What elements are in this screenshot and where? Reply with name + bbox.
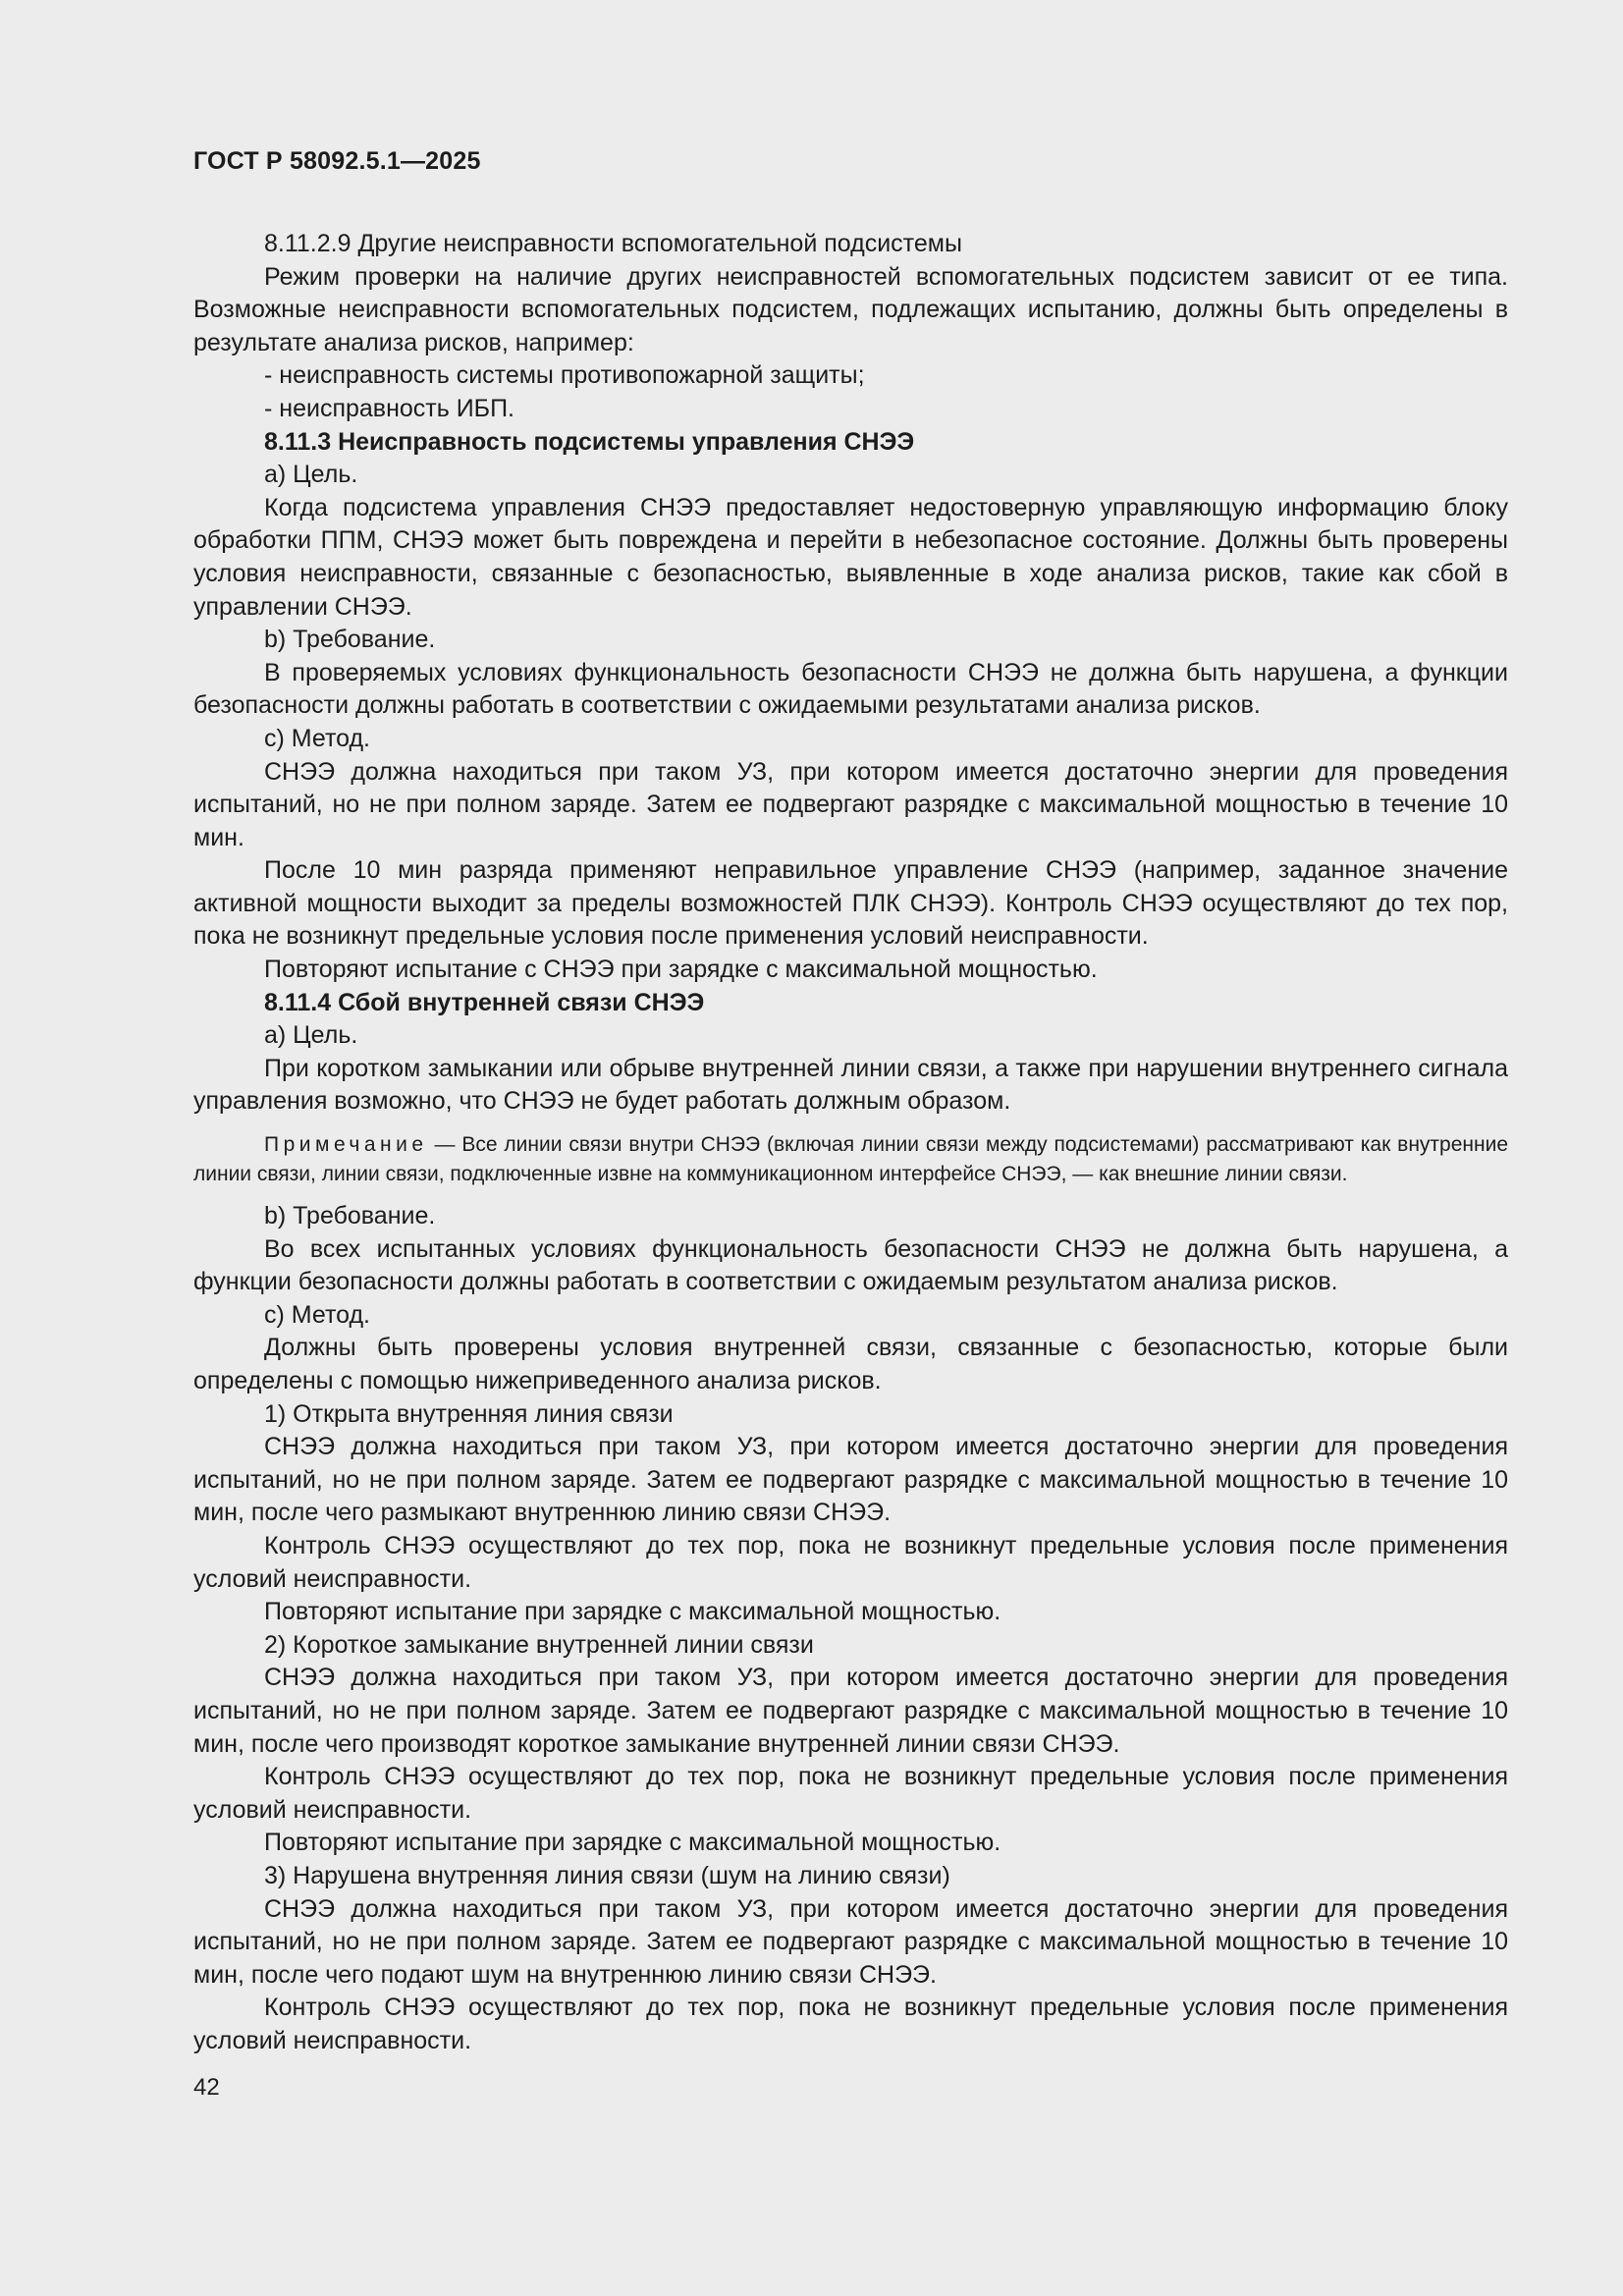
paragraph: Контроль СНЭЭ осуществляют до тех пор, пока не возникнут предельные условия после применения условий неисправности. xyxy=(193,1763,1508,1824)
paragraph: b) Требование. xyxy=(264,626,436,654)
document-body xyxy=(193,228,1508,2057)
paragraph: Повторяют испытание при зарядке с максимальной мощностью. xyxy=(264,1598,1001,1626)
paragraph: a) Цель. xyxy=(264,461,358,489)
paragraph: Контроль СНЭЭ осуществляют до тех пор, пока не возникнут предельные условия после применения условий неисправности. xyxy=(193,1531,1508,1593)
paragraph: Должны быть проверены условия внутренней связи, связанные с безопасностью, которые были определены с помощью нижеприведенного анализа рисков. xyxy=(193,1334,1508,1394)
paragraph: 3) Нарушена внутренняя линия связи (шум на линию связи) xyxy=(264,1861,950,1889)
paragraph: 8.11.2.9 Другие неисправности вспомогательной подсистемы xyxy=(264,230,962,257)
paragraph: b) Требование. xyxy=(264,1202,436,1230)
paragraph: СНЭЭ должна находиться при таком УЗ, при котором имеется достаточно энергии для проведения испытаний, но не при полном заряде. Затем ее подвергают разрядке с максимальной мощностью в течение 10 мин. xyxy=(193,757,1508,851)
paragraph: СНЭЭ должна находиться при таком УЗ, при котором имеется достаточно энергии для проведения испытаний, но не при полном заряде. Затем ее подвергают разрядке с максимальной мощностью в течение 10 мин, после чего подают шум на внутреннюю линию связи СНЭЭ. xyxy=(193,1894,1508,1989)
paragraph: Повторяют испытание при зарядке с максимальной мощностью. xyxy=(264,1829,1001,1857)
page-number: 42 xyxy=(193,2074,220,2101)
note-label: Примечание xyxy=(264,1133,428,1157)
paragraph: 1) Открыта внутренняя линия связи xyxy=(264,1399,674,1428)
paragraph: c) Метод. xyxy=(264,724,371,752)
document-header: ГОСТ Р 58092.5.1—2025 xyxy=(193,147,481,175)
section-heading: 8.11.3 Неисправность подсистемы управления СНЭЭ xyxy=(264,427,915,456)
paragraph: При коротком замыкании или обрыве внутренней линии связи, а также при нарушении внутреннего сигнала управления возможно, что СНЭЭ не будет работать должным образом. xyxy=(193,1054,1508,1116)
section-heading: 8.11.4 Сбой внутренней связи СНЭЭ xyxy=(264,988,705,1016)
note-paragraph xyxy=(193,1130,1508,1188)
paragraph: Контроль СНЭЭ осуществляют до тех пор, пока не возникнут предельные условия после применения условий неисправности. xyxy=(193,1994,1508,2054)
paragraph: Во всех испытанных условиях функциональность безопасности СНЭЭ не должна быть нарушена, а функции безопасности должны работать в соответствии с ожидаемым результатом анализа рисков. xyxy=(193,1234,1508,1296)
paragraph: После 10 мин разряда применяют неправильное управление СНЭЭ (например, заданное значение активной мощности выходит за пределы возможностей ПЛК СНЭЭ). Контроль СНЭЭ осуществляют до тех пор, пока не возникнут предельные условия после применения условий неисправности. xyxy=(193,856,1508,951)
list-item: - неисправность системы противопожарной защиты; xyxy=(264,361,865,390)
paragraph: Повторяют испытание с СНЭЭ при зарядке с максимальной мощностью. xyxy=(264,956,1098,984)
paragraph: a) Цель. xyxy=(264,1021,358,1050)
paragraph: Когда подсистема управления СНЭЭ предоставляет недостоверную управляющую информацию блоку обработки ППМ, СНЭЭ может быть повреждена и перейти в небезопасное состояние. Должны быть проверены условия неисправности, связанные с безопасностью, выявленные в ходе анализа рисков, такие как сбой в управлении СНЭЭ. xyxy=(193,493,1508,621)
paragraph: c) Метод. xyxy=(264,1300,371,1329)
paragraph: Режим проверки на наличие других неисправностей вспомогательных подсистем зависит от ее типа. Возможные неисправности вспомогательных подсистем, подлежащих испытанию, должны быть определены в результате анализа рисков, например: xyxy=(193,262,1508,356)
paragraph: СНЭЭ должна находиться при таком УЗ, при котором имеется достаточно энергии для проведения испытаний, но не при полном заряде. Затем ее подвергают разрядке с максимальной мощностью в течение 10 мин, после чего производят короткое замыкание внутренней линии связи СНЭЭ. xyxy=(193,1664,1508,1758)
list-item: - неисправность ИБП. xyxy=(264,394,514,422)
paragraph: СНЭЭ должна находиться при таком УЗ, при котором имеется достаточно энергии для проведения испытаний, но не при полном заряде. Затем ее подвергают разрядке с максимальной мощностью в течение 10 мин, после чего размыкают внутреннюю линию связи СНЭЭ. xyxy=(193,1433,1508,1527)
paragraph: В проверяемых условиях функциональность безопасности СНЭЭ не должна быть нарушена, а функции безопасности должны работать в соответствии с ожидаемыми результатами анализа рисков. xyxy=(193,658,1508,720)
note-text: — Все линии связи внутри СНЭЭ (включая линии связи между подсистемами) рассматривают как внутренние линии связи, линии связи, подключенные извне на коммуникационном интерфейсе СНЭЭ, — как внешние линии связи. xyxy=(193,1133,1508,1185)
paragraph: 2) Короткое замыкание внутренней линии связи xyxy=(264,1630,814,1659)
